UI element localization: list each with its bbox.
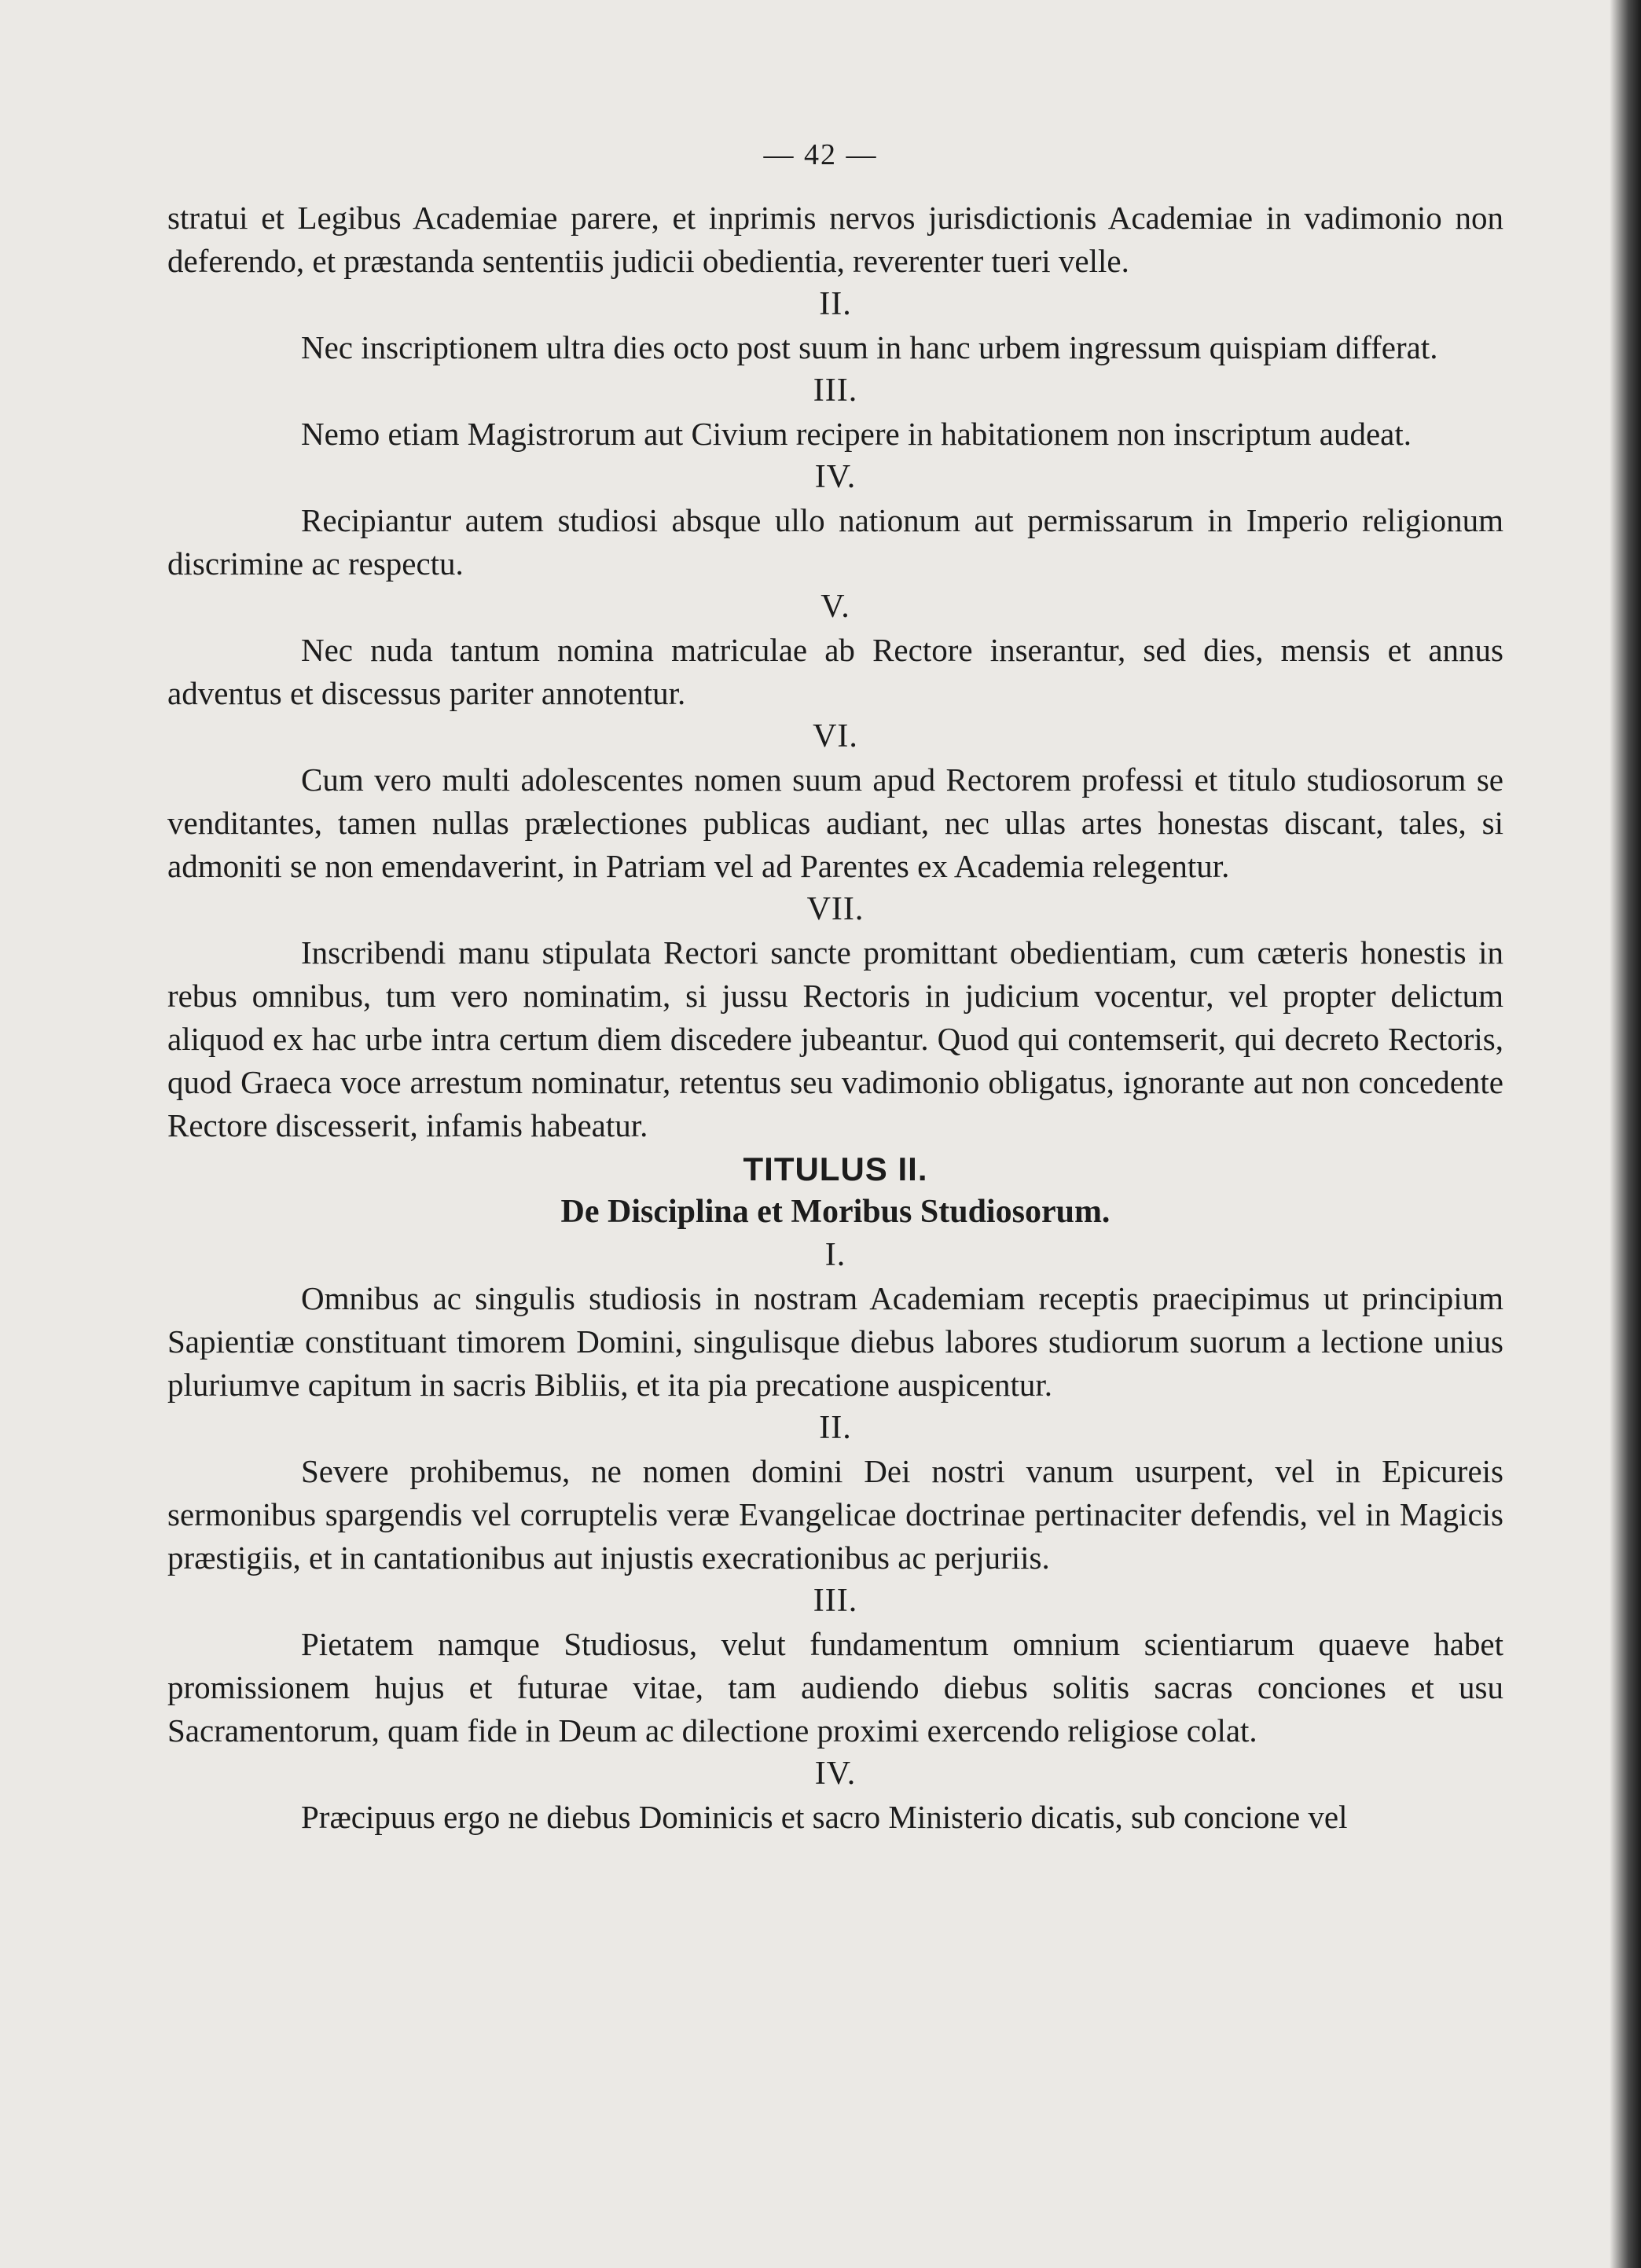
titulus-subtitle: De Disciplina et Moribus Studiosorum.	[560, 1194, 1111, 1230]
section-heading: IV.	[814, 1756, 857, 1792]
paragraph: Nemo etiam Magistrorum aut Civium recipere in habitationem non inscriptum audeat.	[301, 416, 1412, 452]
paragraph: Inscribendi manu stipulata Rectori sancte promittant obedientiam, cum cæteris honestis in rebus omnibus, tum vero nominatim, si jussu Rectoris in judicium vocentur, vel propter delictum aliquod ex hac urbe intra certum diem discedere jubeantur. Quod qui contemserit, qui decreto Rectoris, quod Graeca voce arrestum nominatur, retentus seu vadimonio obligatus, ignorante aut non concedente Rectore discesserit, infamis habeatur.	[167, 934, 1503, 1143]
section-heading: VII.	[806, 891, 865, 927]
section-heading: I.	[824, 1237, 846, 1273]
paragraph: Omnibus ac singulis studiosis in nostram Academiam receptis praecipimus ut principium Sapientiæ constituant timorem Domini, singulisque diebus labores studiorum suorum a lectione unius pluriumve capitum in sacris Bibliis, et ita pia precatione auspicentur.	[167, 1280, 1503, 1403]
section-heading: IV.	[814, 459, 857, 495]
section-heading: VI.	[813, 718, 858, 754]
section-heading: II.	[819, 1410, 852, 1446]
section-heading: II.	[819, 286, 852, 322]
paragraph: Severe prohibemus, ne nomen domini Dei nostri vanum usurpent, vel in Epicureis sermonibus spargendis vel corruptelis veræ Evangelicae doctrinae pertinaciter defendis, vel in Magicis præstigiis, et in cantationibus aut injustis execrationibus ac perjuriis.	[167, 1453, 1503, 1576]
paragraph: stratui et Legibus Academiae parere, et inprimis nervos jurisdictionis Academiae in vadimonio non deferendo, et præstanda sententiis judicii obedientia, reverenter tueri velle.	[167, 200, 1503, 279]
titulus-heading: TITULUS II.	[743, 1151, 928, 1187]
paragraph: Nec nuda tantum nomina matriculae ab Rectore inserantur, sed dies, mensis et annus adventus et discessus pariter annotentur.	[167, 632, 1503, 711]
paragraph: Recipiantur autem studiosi absque ullo nationum aut permissarum in Imperio religionum discrimine ac respectu.	[167, 502, 1503, 582]
document-body	[167, 196, 1503, 1839]
paragraph: Pietatem namque Studiosus, velut fundamentum omnium scientiarum quaeve habet promissionem hujus et futurae vitae, tam audiendo diebus solitis sacras conciones et usu Sacramentorum, quam fide in Deum ac dilectione proximi exercendo religiose colat.	[167, 1626, 1503, 1749]
section-heading: III.	[813, 1583, 858, 1619]
paragraph: Præcipuus ergo ne diebus Dominicis et sacro Ministerio dicatis, sub concione vel	[301, 1799, 1348, 1835]
section-heading: III.	[813, 372, 858, 409]
section-heading: V.	[820, 589, 850, 625]
page-edge-shadow	[1610, 0, 1641, 2268]
paragraph: Nec inscriptionem ultra dies octo post suum in hanc urbem ingressum quispiam differat.	[301, 329, 1438, 365]
paragraph: Cum vero multi adolescentes nomen suum apud Rectorem professi et titulo studiosorum se venditantes, tamen nullas prælectiones publicas audiant, nec ullas artes honestas discant, tales, si admoniti se non emendaverint, in Patriam vel ad Parentes ex Academia relegentur.	[167, 762, 1503, 884]
page-number: — 42 —	[763, 138, 878, 171]
